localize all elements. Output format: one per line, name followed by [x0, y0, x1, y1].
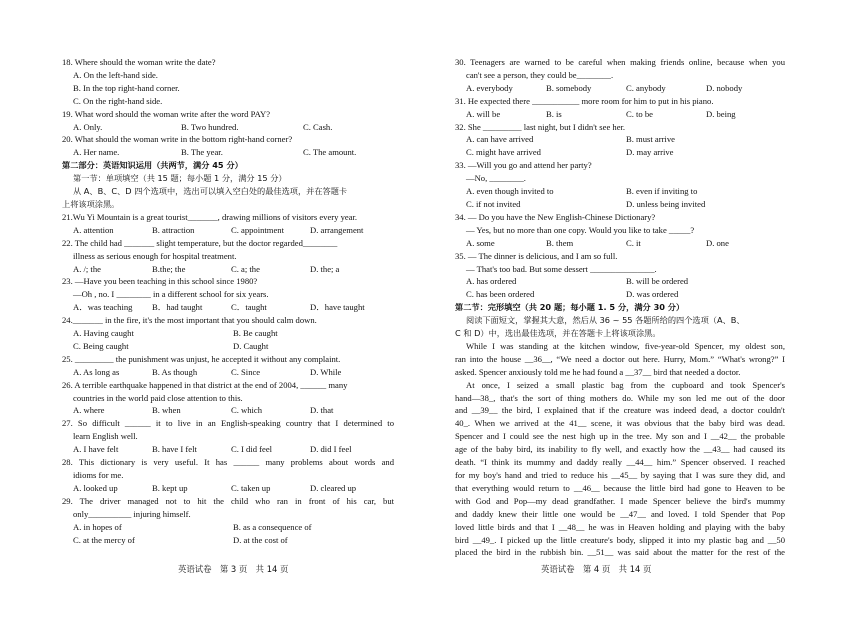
answer-option: A. even though invited to [466, 186, 554, 197]
text-line: that everything would return to __46__ because the little bird had gone to Heaven to be [455, 482, 785, 493]
text-line: 26. A terrible earthquake happened in that district at the end of 2004, ______ many [62, 379, 348, 390]
text-line: B. In the top right-hand corner. [73, 82, 180, 93]
answer-option: A. /; the [73, 263, 101, 274]
text-line: 19. What word should the woman write after the word PAY? [62, 108, 271, 119]
answer-option: B. attraction [152, 224, 195, 235]
answer-option: B. even if inviting to [626, 186, 698, 197]
option-row [62, 263, 394, 276]
answer-option: A. attention [73, 224, 114, 235]
text-line: 33. —Will you go and attend her party? [455, 160, 592, 171]
text-line: 20. What should the woman write in the bottom right-hand corner? [62, 134, 293, 145]
answer-option: B. Two hundred. [181, 121, 239, 132]
option-row [455, 82, 785, 95]
option-row [62, 443, 394, 456]
answer-option: A. looked up [73, 482, 118, 493]
answer-option: D. did I feel [310, 444, 352, 455]
answer-option: A. I have felt [73, 444, 119, 455]
answer-option: A. everybody [466, 82, 513, 93]
text-line: —No, ________. [466, 173, 526, 184]
text-line: and __39__ the bird, I explained that if the creature was indeed dead, a doctor couldn't [455, 405, 785, 416]
answer-option: A. some [466, 237, 495, 248]
answer-option: D. nobody [706, 82, 743, 93]
answer-option: A. As long as [73, 366, 120, 377]
text-line: only__________ injuring himself. [73, 508, 191, 519]
text-line: 阅读下面短文，掌握其大意，然后从 36 ~ 55 各题所给的四个选项（A、B、 [466, 315, 745, 326]
option-row [455, 198, 785, 211]
text-line: 22. The child had _______ slight temperature, but the doctor regarded________ [62, 237, 338, 248]
text-line: — That's too bad. But some dessert _______________. [466, 263, 657, 274]
text-line: 31. He expected there ___________ more room for him to put in his piano. [455, 95, 714, 106]
text-line: 23. —Have you been teaching in this school since 1980? [62, 276, 258, 287]
answer-option: A. will be [466, 108, 501, 119]
text-line: idioms for me. [73, 470, 124, 480]
answer-option: D. was ordered [626, 289, 679, 300]
text-line: 18. Where should the woman write the date? [62, 57, 216, 67]
text-line: with God and Pop—my dead grandfather. I made Spencer believe the bird's mummy [455, 495, 785, 506]
left-page-column [62, 56, 394, 546]
answer-option: C. it [626, 237, 641, 248]
answer-option: C. has been ordered [466, 289, 535, 300]
text-line: countries in the world paid close attention to this. [73, 392, 243, 403]
text-line: hand—38_, that's the sort of thing mothers do. While my son led me out of the door [455, 392, 785, 403]
text-line: 27. So difficult ______ it to live in an English-speaking country that I determined to [62, 418, 394, 429]
answer-option: B. somebody [546, 82, 592, 93]
answer-option: C. I did feel [231, 444, 273, 455]
text-line: 35. — The dinner is delicious, and I am so full. [455, 250, 618, 261]
text-line: C 和 D）中，选出最佳选项，并在答题卡上将该项涂黑。 [455, 328, 661, 339]
option-row [62, 121, 394, 134]
text-line: placed the bird in the rubbish bin. __51__ was said about the matter for the rest of the [455, 547, 785, 558]
text-line: age of the baby bird, its inability to fly well, and exactly how the __43__ had caused its [455, 444, 785, 455]
answer-option: A．was teaching [73, 302, 133, 313]
text-line: 30. Teenagers are warned to be careful when making friends online, because when you [455, 57, 785, 67]
text-line: At once, I seized a small plastic bag from the cupboard and took Spencer's [466, 379, 785, 390]
answer-option: A. Only. [73, 121, 103, 132]
answer-option: D．have taught [310, 302, 365, 313]
option-row [62, 482, 394, 495]
option-row [455, 146, 785, 159]
text-line: 29. The driver managed not to hit the child who ran in front of his car, but [62, 495, 394, 506]
answer-option: D. that [310, 405, 334, 416]
answer-option: B. is [546, 108, 562, 119]
answer-option: A. where [73, 405, 105, 416]
section-heading: 第二部分：英语知识运用（共两节，满分 45 分） [62, 160, 243, 171]
option-row [62, 534, 394, 547]
text-line: for my boy's hand and tried to reduce his __45__ by saying that I was sure they did, and [455, 470, 785, 480]
answer-option: C. at the mercy of [73, 534, 135, 545]
text-line: can't see a person, they could be________. [466, 69, 614, 80]
text-line: 32. She _________ last night, but I didn't see her. [455, 121, 626, 132]
option-row [455, 108, 785, 121]
text-line: C. On the right-hand side. [73, 95, 163, 106]
right-page-column [455, 56, 785, 559]
text-line: — Yes, but no more than one copy. Would you like to take _____? [466, 224, 695, 235]
text-line: 第一节：单项填空（共 15 题；每小题 1 分，满分 15 分） [73, 173, 287, 184]
answer-option: D. arrangement [310, 224, 364, 235]
option-row [455, 288, 785, 301]
page-footer-right: 英语试卷 第 4 页 共 14 页 [541, 564, 652, 574]
answer-option: C. a; the [231, 263, 260, 274]
answer-option: C. which [231, 405, 263, 416]
option-row [62, 366, 394, 379]
answer-option: C. anybody [626, 82, 666, 93]
answer-option: D. the; a [310, 263, 340, 274]
text-line: —Oh , no. I ________ in a different school for six years. [73, 289, 269, 300]
answer-option: A. can have arrived [466, 134, 534, 145]
answer-option: A. Her name. [73, 147, 120, 158]
text-line: ran into the house __36__, “We need a doctor out here. Hurry, Mom.” “What's wrong?” I [455, 353, 785, 364]
answer-option: C. might have arrived [466, 147, 541, 158]
text-line: 21.Wu Yi Mountain is a great tourist_______, drawing millions of visitors every year. [62, 211, 358, 222]
answer-option: C. taken up [231, 482, 271, 493]
answer-option: A. has ordered [466, 276, 517, 287]
answer-option: B. kept up [152, 482, 188, 493]
text-line: asked. Spencer anxiously told me he had found a __37__ bird that needed a doctor. [455, 366, 741, 377]
answer-option: D. may arrive [626, 147, 674, 158]
text-line: Spencer and I could see the nest high up in the tree. My son and I __42__ the probable [455, 431, 785, 442]
section-heading: 第二节：完形填空（共 20 题；每小题 1. 5 分，满分 30 分） [455, 302, 685, 313]
text-line: 28. This dictionary is very useful. It has ______ many problems about words and [62, 457, 394, 468]
answer-option: B. will be ordered [626, 276, 689, 287]
text-line: 24._______ in the fire, it's the most important that you should calm down. [62, 315, 317, 326]
text-line: death. “I think its mummy and daddy really __44__ him.” Spencer observed. I reached [455, 457, 785, 468]
option-row [62, 301, 394, 314]
answer-option: C. Being caught [73, 340, 129, 351]
answer-option: D. While [310, 366, 342, 377]
text-line: 上将该项涂黑。 [62, 198, 120, 209]
answer-option: B. As though [152, 366, 198, 377]
answer-option: C. Cash. [303, 121, 333, 132]
text-line: 从 A、B、C、D 四个选项中，选出可以填入空白处的最佳选项，并在答题卡 [73, 186, 348, 197]
text-line: bird __49_. I picked up the little creature's body, slipped it into my plastic bag and __50 [455, 534, 785, 545]
answer-option: C．taught [231, 302, 267, 313]
answer-option: A. in hopes of [73, 521, 122, 532]
answer-option: C. if not invited [466, 198, 521, 209]
option-row [455, 185, 785, 198]
page-footer-left: 英语试卷 第 3 页 共 14 页 [178, 564, 289, 574]
answer-option: B. them [546, 237, 574, 248]
option-row [62, 404, 394, 417]
option-row [62, 340, 394, 353]
answer-option: D. unless being invited [626, 198, 706, 209]
text-line: A. On the left-hand side. [73, 69, 158, 80]
option-row [455, 275, 785, 288]
answer-option: D. being [706, 108, 736, 119]
answer-option: B. Be caught [233, 328, 278, 339]
answer-option: B．had taught [152, 302, 203, 313]
text-line: illness as serious enough for hospital treatment. [73, 250, 237, 261]
answer-option: B. when [152, 405, 181, 416]
text-line: and daddy knew their little one would be __47__ and loved. I told Spender that Pop [455, 508, 785, 519]
text-line: 25. _________ the punishment was unjust, he accepted it without any complaint. [62, 353, 341, 364]
answer-option: D. one [706, 237, 729, 248]
answer-option: D. at the cost of [233, 534, 288, 545]
answer-option: C. appointment [231, 224, 284, 235]
option-row [62, 327, 394, 340]
text-line: While I was standing at the kitchen window, five-year-old Spencer, my oldest son, [466, 340, 785, 351]
option-row [455, 237, 785, 250]
answer-option: C. to be [626, 108, 653, 119]
text-line: 40_. When we arrived at the 41__ scene, it was obvious that the baby bird was dead. [455, 418, 785, 429]
answer-option: A. Having caught [73, 328, 134, 339]
answer-option: D. Caught [233, 340, 269, 351]
text-line: loved little birds and that I __48__ he was in Heaven holding and playing with the baby [455, 521, 785, 532]
answer-option: B. must arrive [626, 134, 675, 145]
answer-option: B. have I felt [152, 444, 197, 455]
option-row [62, 224, 394, 237]
answer-option: D. cleared up [310, 482, 357, 493]
option-row [62, 521, 394, 534]
answer-option: B. as a consequence of [233, 521, 312, 532]
option-row [455, 133, 785, 146]
answer-option: B. The year. [181, 147, 223, 158]
text-line: learn English well. [73, 431, 138, 442]
option-row [62, 146, 394, 159]
answer-option: C. The amount. [303, 147, 357, 158]
answer-option: C. Since [231, 366, 261, 377]
text-line: 34. — Do you have the New English-Chinese Dictionary? [455, 211, 656, 222]
answer-option: B.the; the [152, 263, 186, 274]
